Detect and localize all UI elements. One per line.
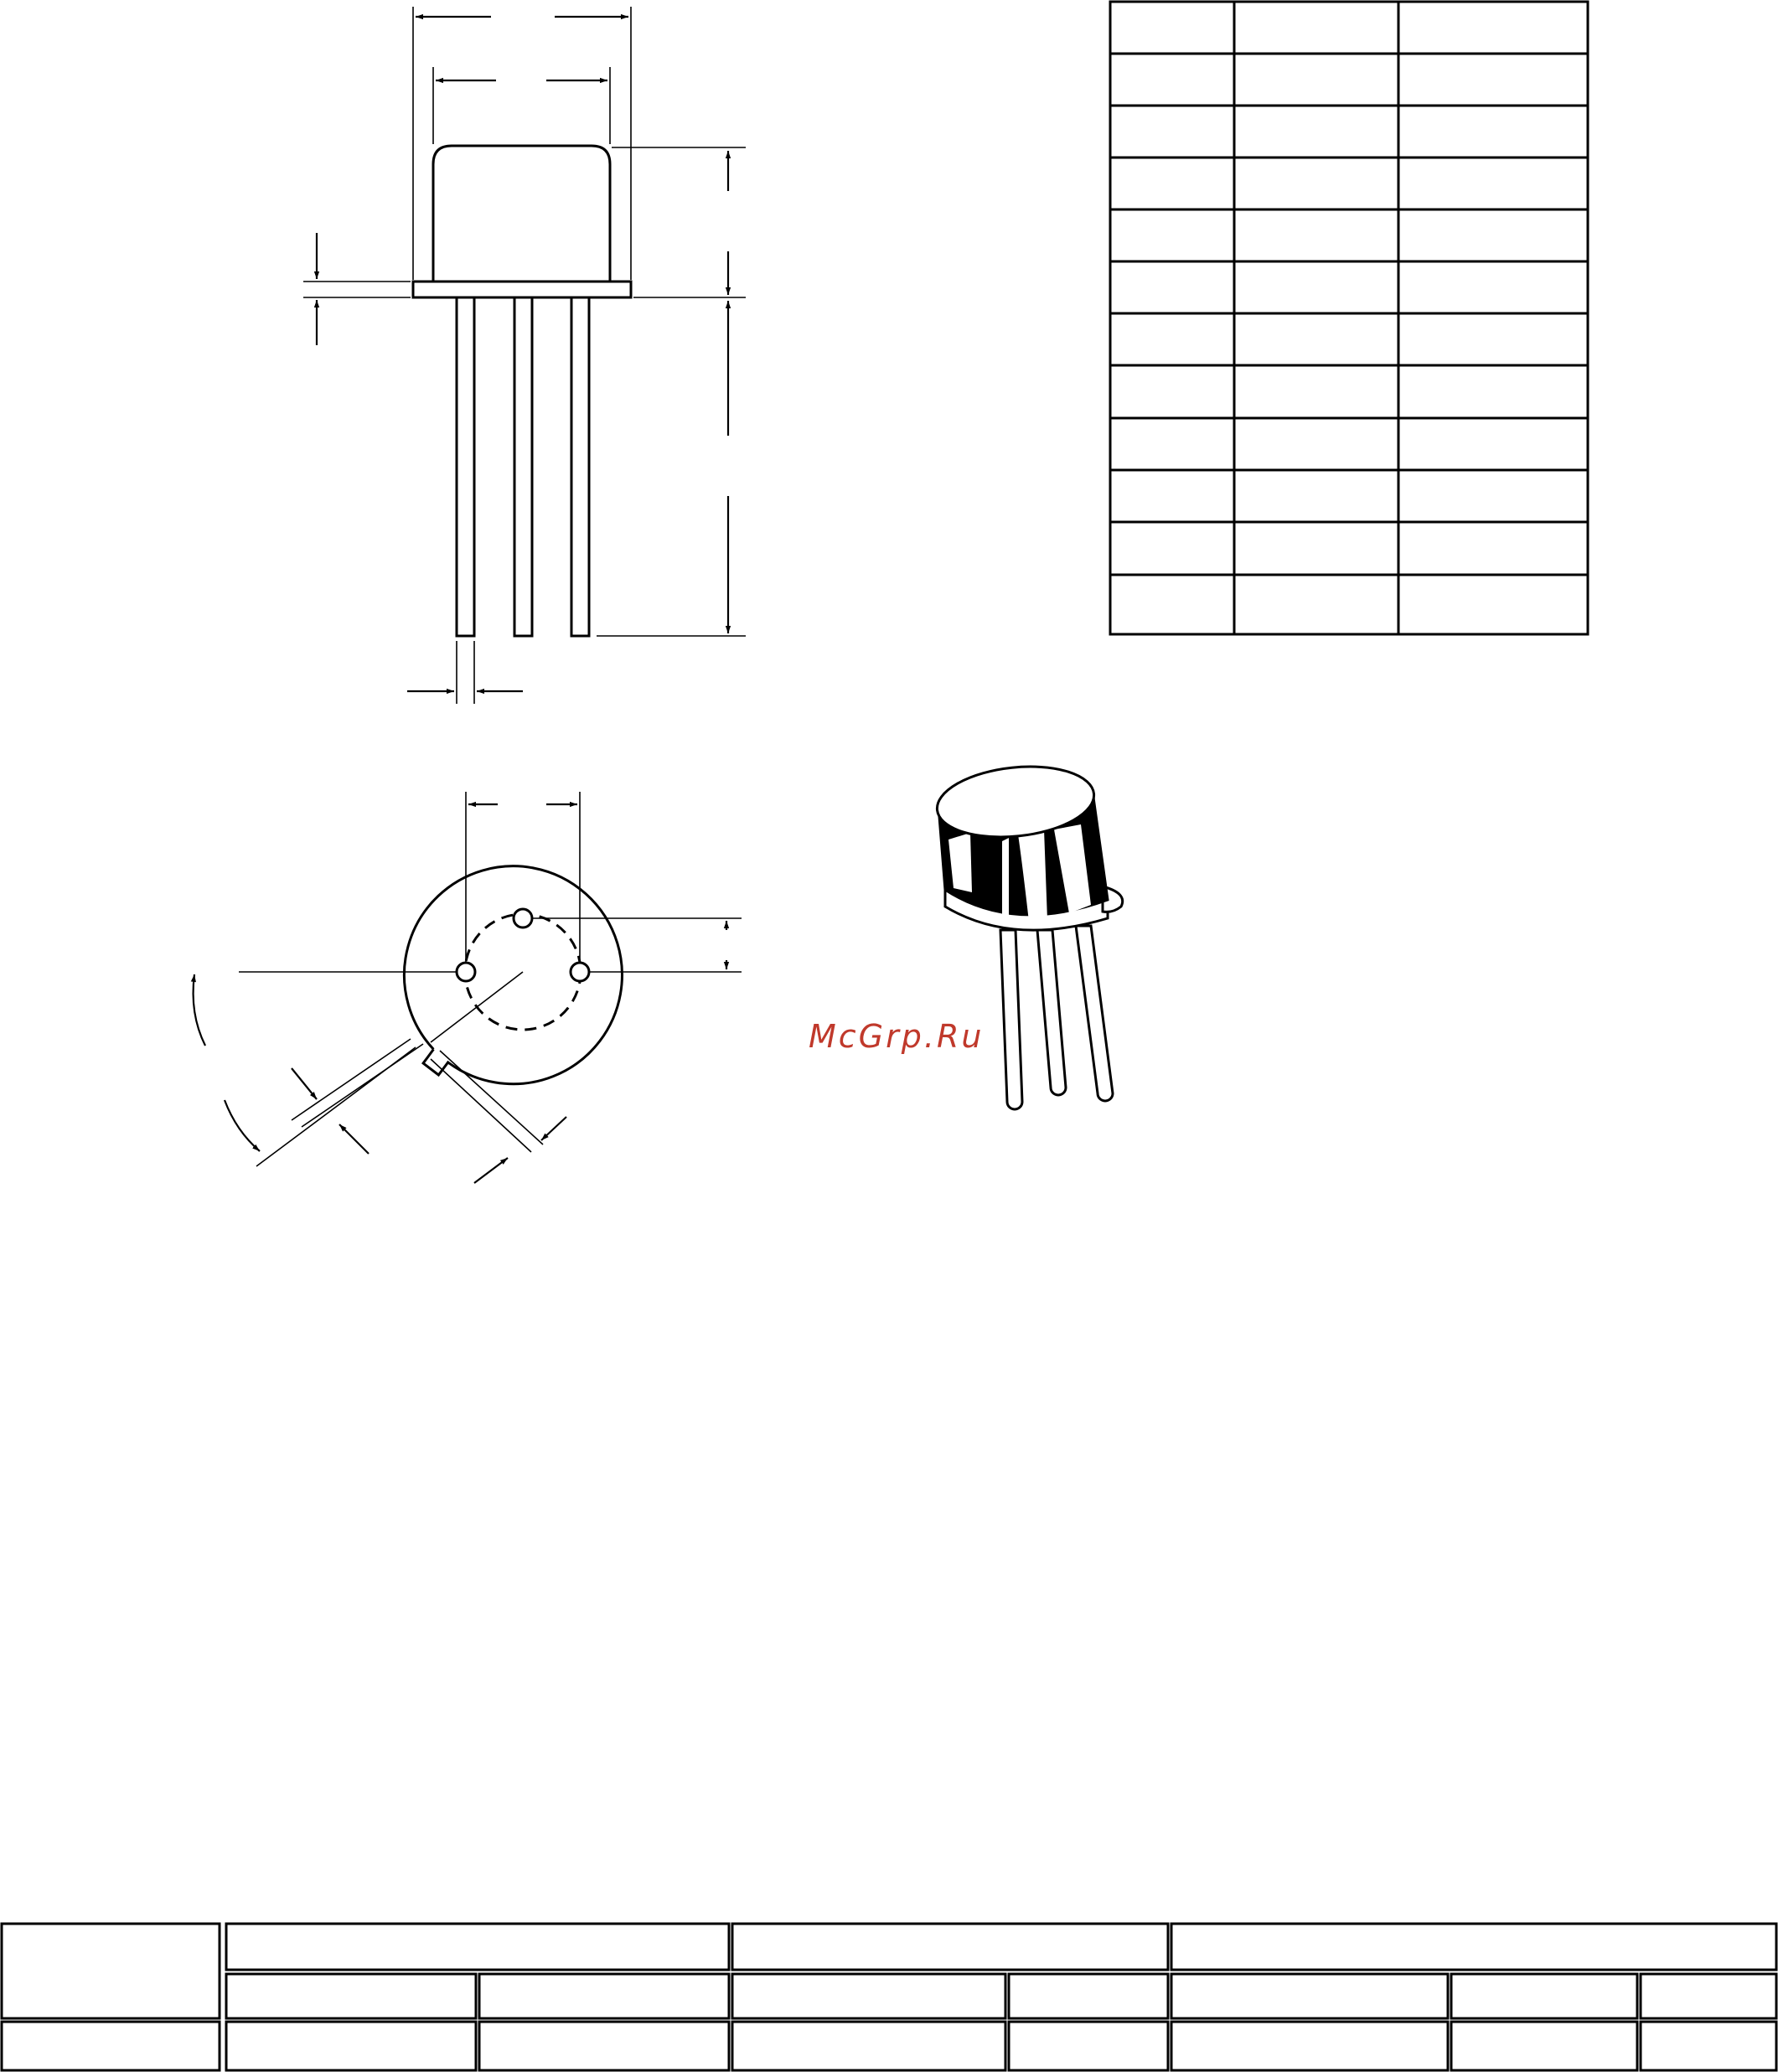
package-cap xyxy=(433,146,610,282)
package-illustration xyxy=(933,759,1122,1109)
pin-1 xyxy=(457,963,475,981)
illustration-lead-1 xyxy=(1000,930,1022,1109)
lead-3 xyxy=(571,297,589,636)
watermark-text: McGrp.Ru xyxy=(809,1018,985,1055)
pin-3 xyxy=(571,963,589,981)
lead-1 xyxy=(457,297,474,636)
dimension-arrows-side xyxy=(317,17,728,691)
illustration-lead-2 xyxy=(1037,930,1066,1095)
side-view xyxy=(303,7,746,704)
pin-2 xyxy=(514,909,532,927)
bottom-view xyxy=(194,792,742,1183)
dimension-arrows-bottom xyxy=(194,804,726,1183)
lead-2 xyxy=(514,297,532,636)
illustration-lead-3 xyxy=(1076,926,1113,1101)
dimension-table xyxy=(1110,2,1588,634)
package-flange xyxy=(413,282,631,297)
footer-table xyxy=(2,1924,1776,2070)
